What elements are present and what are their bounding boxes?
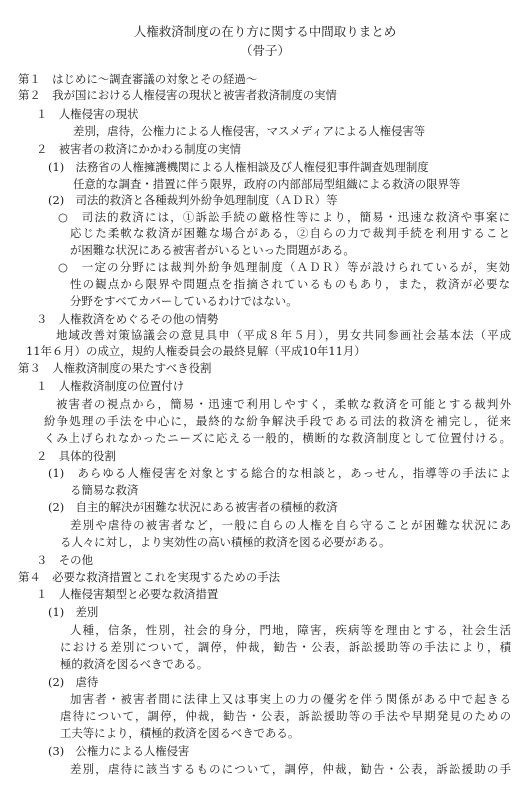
item-heading: (2) 自主的解決が困難な状況にある被害者の積極的救済	[48, 500, 338, 514]
body-line: における差別について，調停，仲裁，勧告・公表，訴訟援助等の手法により，積	[60, 640, 511, 654]
section-heading-2: 第２ 我が国における人権侵害の現状と被害者救済制度の実情	[18, 88, 337, 102]
subsection-heading: ３ 人権救済をめぐるその他の情勢	[36, 312, 219, 326]
body-line: 差別，虐待，公権力による人権侵害，マスメディアによる人権侵害等	[73, 124, 426, 138]
body-line: 虐待について，調停，仲裁，勧告・公表，訴訟援助等の手法や早期発見のための	[60, 709, 511, 723]
item-heading: (1) あらゆる人権侵害を対象とする総合的な相談と，あっせん，指導等の手法によ	[48, 466, 511, 480]
subsection-heading: ２ 具体的役割	[36, 449, 116, 463]
body-line: 応じた柔軟な救済が困難な場合がある，②自らの力で裁判手続を利用すること	[70, 226, 510, 240]
body-line: ○ 司法的救済には，①訴訟手続の厳格性等により，簡易・迅速な救済や事案に	[58, 210, 510, 224]
body-line: 地域改善対策協議会の意見具申（平成８年５月），男女共同参画社会基本法（平成	[56, 328, 511, 342]
body-line: 被害者の視点から，簡易・迅速で利用しやすく，柔軟な救済を可能とする裁判外	[56, 397, 511, 411]
body-line: 差別や虐待の被害者など，一般に自らの人権を自ら守ることが困難な状況にあ	[70, 518, 511, 532]
subsection-heading: １ 人権救済制度の位置付け	[36, 379, 185, 393]
body-line: 差別，虐待に該当するものについて，調停，仲裁，勧告・公表，訴訟援助の手	[70, 762, 511, 776]
item-heading: る簡易な救済	[70, 483, 139, 497]
item-heading: (3) 公権力による人権侵害	[48, 744, 190, 758]
section-heading-3: 第３ 人権救済制度の果たすべき役割	[18, 361, 212, 375]
section-heading-4: 第４ 必要な救済措置とこれを実現するための手法	[18, 570, 280, 584]
subsection-heading: ２ 被害者の救済にかかわる制度の実情	[36, 142, 242, 156]
body-line: 分野をすべてカバーしているわけではない。	[70, 294, 298, 308]
body-line: 11年６月）の成立，規約人権委員会の最終見解（平成10年11月）	[26, 344, 366, 358]
body-line: 紛争処理の手法を中心に，最終的な紛争解決手段である司法的救済を補完し，従来	[44, 414, 511, 428]
subsection-heading: １ 人権侵害の現状	[36, 107, 139, 121]
body-line: 工夫等により，積極的救済を図るべきである。	[60, 726, 300, 740]
subsection-heading: １ 人権侵害類型と必要な救済措置	[36, 587, 219, 601]
item-heading: (1) 法務省の人権擁護機関による人権相談及び人権侵犯事件調査処理制度	[48, 160, 429, 174]
item-heading: (2) 司法的救済と各種裁判外紛争処理制度（ＡＤＲ）等	[48, 193, 338, 207]
item-heading: (1) 差別	[48, 605, 99, 619]
document-title: 人権救済制度の在り方に関する中間取りまとめ	[133, 24, 397, 39]
body-line: ○ 一定の分野には裁判外紛争処理制度（ＡＤＲ）等が設けられているが，実効	[58, 260, 510, 274]
body-line: くみ上げられなかったニーズに応える一般的，横断的な救済制度として位置付ける。	[44, 431, 511, 445]
item-heading: (2) 虐待	[48, 675, 99, 689]
body-line: 任意的な調査・措置に伴う限界，政府の内部部局型組織による救済の限界等	[73, 177, 461, 191]
body-line: る人々に対し，より実効性の高い積極的救済を図る必要がある。	[60, 535, 391, 549]
body-line: が困難な状況にある被害者がいるといった問題がある。	[70, 243, 355, 257]
body-line: 極的救済を図るべきである。	[60, 657, 209, 671]
body-line: 人種，信条，性別，社会的身分，門地，障害，疾病等を理由とする，社会生活	[70, 623, 511, 637]
document-subtitle: （骨子）	[239, 43, 290, 58]
body-line: 性の観点から限界や問題点を指摘されているものもあり，また，救済が必要な	[70, 277, 510, 291]
body-line: 加害者・被害者間に法律上又は事実上の力の優劣を伴う関係がある中で起きる	[70, 692, 511, 706]
section-heading-1: 第１ はじめに～調査審議の対象とその経過～	[18, 72, 258, 86]
subsection-heading: ３ その他	[36, 553, 93, 567]
